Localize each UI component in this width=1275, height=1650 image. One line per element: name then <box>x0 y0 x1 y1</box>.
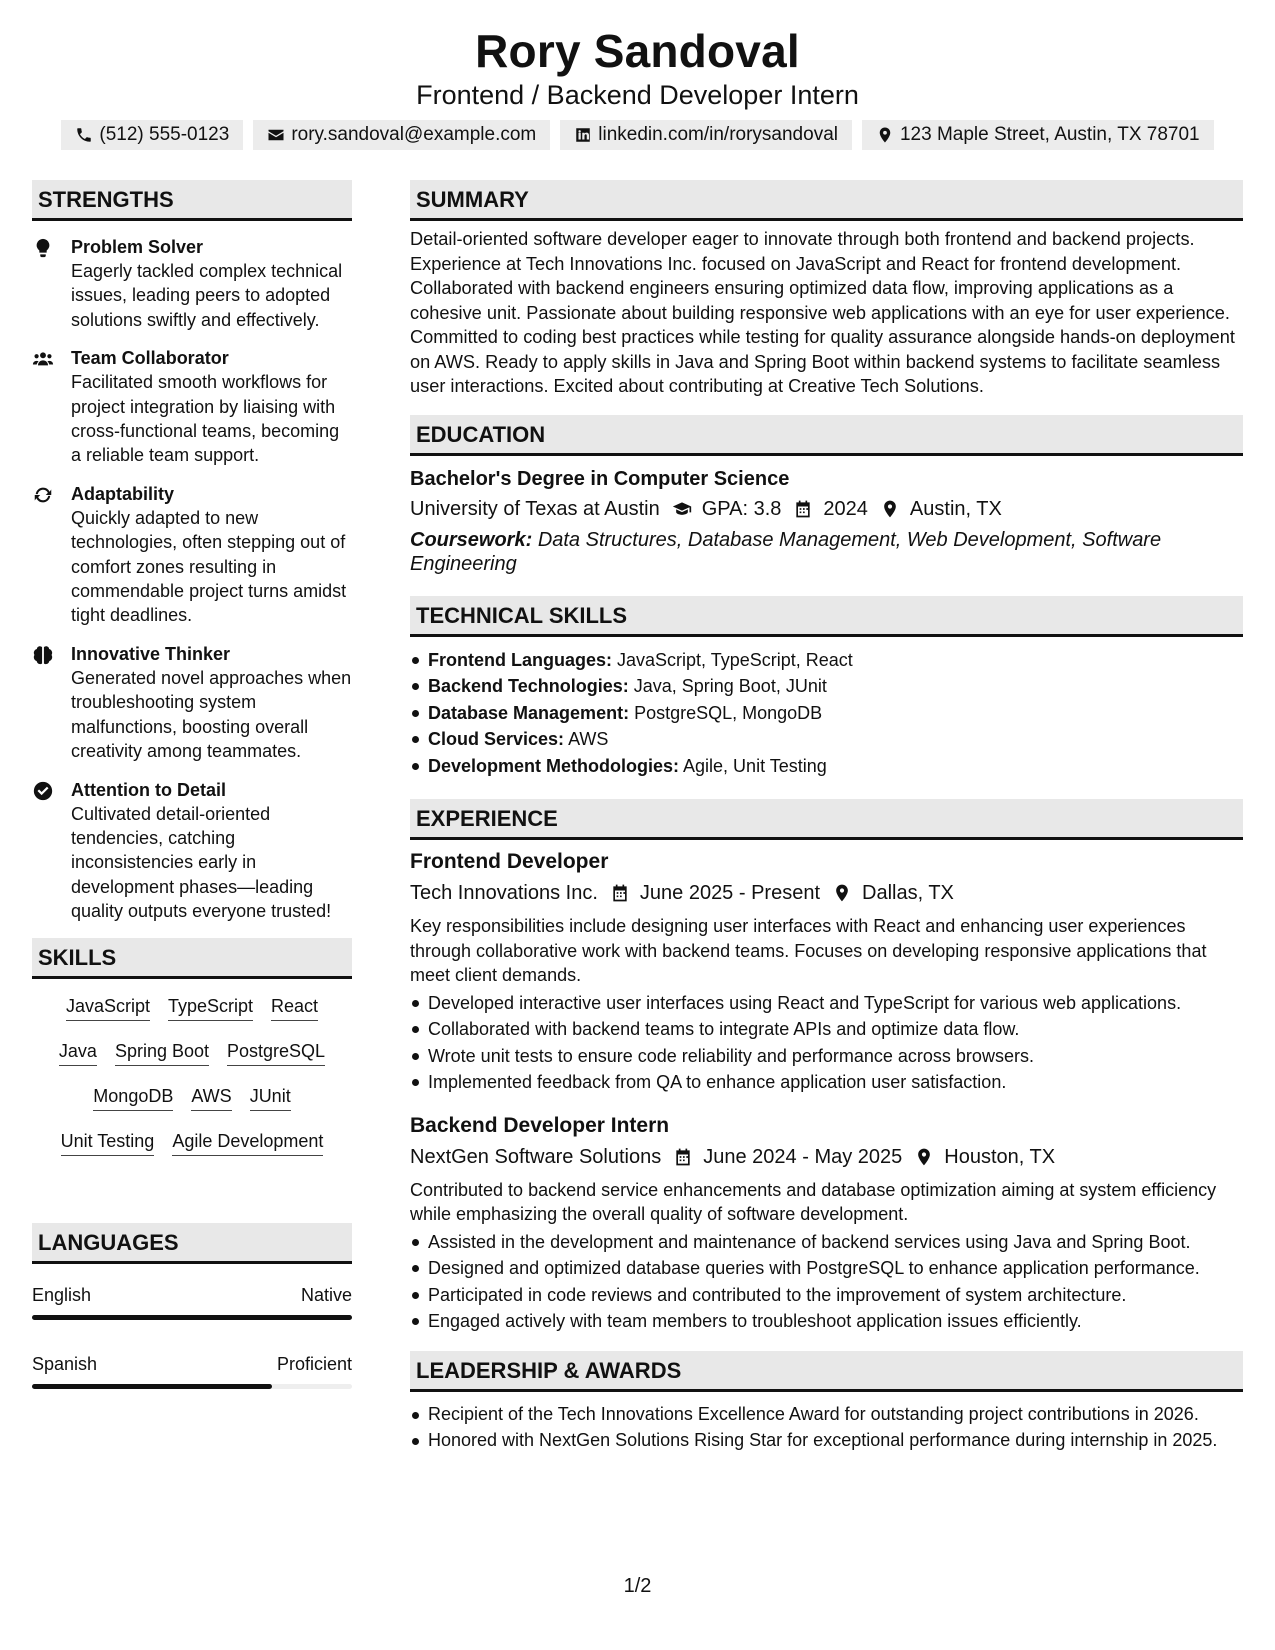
language-proficiency-bar <box>32 1384 352 1389</box>
brain-icon <box>32 644 54 666</box>
candidate-role: Frontend / Backend Developer Intern <box>416 80 859 110</box>
graduation-cap-icon <box>672 499 692 519</box>
strength-item <box>32 235 352 332</box>
list-item: Developed interactive user interfaces using React and TypeScript for various web applications. <box>410 990 1243 1017</box>
page-number: 1/2 <box>623 1575 652 1597</box>
skill-tag: React <box>271 993 318 1021</box>
phone-text: (512) 555-0123 <box>99 124 230 145</box>
language-name: English <box>32 1284 92 1305</box>
calendar-icon <box>793 499 813 519</box>
right-column <box>410 180 1243 1455</box>
strengths-list <box>32 235 352 924</box>
strength-desc: Eagerly tackled complex technical issues, leading peers to adopted solutions swiftly and effectively. <box>71 261 343 330</box>
strength-desc: Facilitated smooth workflows for project integration by liaising with cross-functional teams, becoming a reliable team support. <box>71 372 340 466</box>
company-name: NextGen Software Solutions <box>410 1145 662 1168</box>
skill-values: Java, Spring Boot, JUnit <box>633 676 827 696</box>
skill-tag: JUnit <box>250 1083 291 1111</box>
job-entry <box>410 848 1243 1096</box>
job-location: Houston, TX <box>944 1145 1056 1168</box>
skill-values: JavaScript, TypeScript, React <box>617 649 853 670</box>
summary-heading: SUMMARY <box>410 180 1243 221</box>
lightbulb-icon <box>32 237 54 259</box>
skill-tag: Java <box>59 1038 97 1066</box>
users-icon <box>32 348 54 370</box>
list-item <box>410 647 1243 674</box>
skill-tag: Agile Development <box>172 1128 323 1156</box>
job-title: Frontend Developer <box>410 850 609 873</box>
list-item: Collaborated with backend teams to integrate APIs and optimize data flow. <box>410 1016 1243 1043</box>
job-description: Key responsibilities include designing user interfaces with React and enhancing user experiences through collaborative work with backend teams. Focuses on developing responsive applications that meet client demands. <box>410 916 1207 985</box>
graduation-year: 2024 <box>823 497 868 520</box>
skill-values: Agile, Unit Testing <box>683 755 827 776</box>
map-pin-icon <box>880 499 900 519</box>
experience-heading: EXPERIENCE <box>410 799 1243 840</box>
skill-row <box>32 1083 352 1128</box>
job-meta <box>410 878 1243 908</box>
strength-desc: Generated novel approaches when troubleshooting system malfunctions, boosting overall creativity among teammates. <box>71 667 352 762</box>
strength-item <box>32 778 352 924</box>
coursework-list: Data Structures, Database Management, Web Development, Software Engineering <box>410 528 1162 575</box>
list-item: Implemented feedback from QA to enhance application user satisfaction. <box>410 1069 1243 1096</box>
skill-row <box>32 1128 352 1173</box>
skill-tag: MongoDB <box>93 1083 173 1111</box>
skill-category: Development Methodologies: <box>428 755 680 776</box>
list-item: Recipient of the Tech Innovations Excellence Award for outstanding project contributions in 2026. <box>410 1402 1243 1427</box>
calendar-icon <box>610 883 630 903</box>
map-pin-icon <box>876 126 894 144</box>
company-name: Tech Innovations Inc. <box>410 882 598 904</box>
calendar-icon <box>673 1147 693 1167</box>
job-location: Dallas, TX <box>862 882 954 904</box>
sync-icon <box>32 484 54 506</box>
degree-title: Bachelor's Degree in Computer Science <box>410 467 790 490</box>
coursework <box>410 528 1243 576</box>
school-location: Austin, TX <box>909 497 1002 520</box>
job-dates: June 2024 - May 2025 <box>703 1145 903 1168</box>
skill-category: Database Management: <box>428 702 630 723</box>
strength-title: Team Collaborator <box>71 348 229 369</box>
skill-tag: Unit Testing <box>61 1128 155 1156</box>
list-item: Wrote unit tests to ensure code reliability and performance across browsers. <box>410 1043 1243 1070</box>
job-meta <box>410 1142 1243 1172</box>
language-name: Spanish <box>32 1353 98 1374</box>
technical-skills-list <box>410 647 1243 780</box>
strength-title: Adaptability <box>71 483 175 504</box>
envelope-icon <box>267 126 285 144</box>
education-meta <box>410 494 1243 524</box>
education-heading: EDUCATION <box>410 415 1243 456</box>
language-level: Proficient <box>276 1353 352 1374</box>
job-description: Contributed to backend service enhancements and database optimization aiming at system efficiency while emphasizing the overall quality of software development. <box>410 1179 1217 1224</box>
skill-values: AWS <box>568 729 609 749</box>
left-column <box>32 180 352 1422</box>
skill-values: PostgreSQL, MongoDB <box>634 702 823 723</box>
linkedin-text: linkedin.com/in/rorysandoval <box>598 124 838 145</box>
language-proficiency-bar <box>32 1315 352 1320</box>
map-pin-icon <box>832 883 852 903</box>
list-item <box>410 753 1243 780</box>
strength-item <box>32 346 352 468</box>
contact-linkedin[interactable] <box>560 120 852 150</box>
skill-category: Frontend Languages: <box>428 649 612 670</box>
strength-desc: Cultivated detail-oriented tendencies, catching inconsistencies early in development phases—leading quality outputs everyone trusted! <box>71 803 332 922</box>
coursework-label: Coursework: <box>410 528 533 551</box>
address-text: 123 Maple Street, Austin, TX 78701 <box>899 124 1200 145</box>
job-dates: June 2025 - Present <box>639 882 821 904</box>
strength-title: Problem Solver <box>71 237 204 257</box>
strength-item <box>32 482 352 628</box>
awards-heading: LEADERSHIP & AWARDS <box>410 1351 1243 1392</box>
check-circle-icon <box>32 780 54 802</box>
language-proficiency-fill <box>32 1384 272 1389</box>
contact-address <box>862 120 1214 150</box>
list-item: Designed and optimized database queries with PostgreSQL to enhance application performance. <box>410 1255 1243 1282</box>
contact-bar <box>0 120 1275 150</box>
strength-title: Innovative Thinker <box>71 643 231 664</box>
summary-text: Detail-oriented software developer eager to innovate through both frontend and backend projects. Experience at Tech Innovations Inc. focused on JavaScript and React for frontend development. Collaborated with backend engineers ensuring optimized data flow, improving applications as a cohesive unit. Passionate about building responsive web applications with an eye for user experience. Committed to coding best practices while testing for quality assurance alongside hands-on deployment on AWS. Ready to apply skills in Java and Spring Boot within backend systems to facilitate seamless user interactions. Excited about contributing at Creative Tech Solutions. <box>410 229 1235 396</box>
skill-row <box>32 1038 352 1083</box>
skill-category: Cloud Services: <box>428 729 565 749</box>
technical-skills-heading: TECHNICAL SKILLS <box>410 596 1243 637</box>
strength-desc: Quickly adapted to new technologies, often stepping out of comfort zones resulting in commendable project turns amidst tight deadlines. <box>71 507 347 626</box>
skill-tag: TypeScript <box>168 993 253 1021</box>
candidate-name: Rory Sandoval <box>475 25 800 77</box>
skill-row <box>32 993 352 1038</box>
skill-tag: AWS <box>191 1083 231 1111</box>
map-pin-icon <box>914 1147 934 1167</box>
list-item <box>410 700 1243 727</box>
languages-heading: LANGUAGES <box>32 1223 352 1264</box>
language-level: Native <box>300 1284 352 1305</box>
phone-icon <box>75 126 93 144</box>
resume-header <box>0 0 1275 150</box>
skill-tag: JavaScript <box>66 993 150 1021</box>
job-title: Backend Developer Intern <box>410 1113 670 1137</box>
education-entry <box>410 466 1243 576</box>
contact-phone[interactable] <box>61 120 243 150</box>
skill-tag: Spring Boot <box>115 1038 209 1066</box>
strengths-heading: STRENGTHS <box>32 180 352 221</box>
languages-list <box>32 1284 352 1389</box>
gpa: GPA: 3.8 <box>701 497 782 520</box>
skills-heading: SKILLS <box>32 938 352 979</box>
list-item: Participated in code reviews and contributed to the improvement of system architecture. <box>410 1282 1243 1309</box>
job-bullets <box>410 1229 1243 1335</box>
list-item <box>410 673 1243 700</box>
school-name: University of Texas at Austin <box>410 497 660 520</box>
list-item: Assisted in the development and maintenance of backend services using Java and Spring Boot. <box>410 1229 1243 1256</box>
language-proficiency-fill <box>32 1315 352 1320</box>
strength-title: Attention to Detail <box>71 779 226 800</box>
skills-tags <box>32 993 352 1173</box>
language-item <box>32 1353 352 1375</box>
list-item: Engaged actively with team members to troubleshoot application issues efficiently. <box>410 1308 1243 1335</box>
list-item: Honored with NextGen Solutions Rising Star for exceptional performance during internship in 2025. <box>410 1428 1243 1453</box>
strength-item <box>32 642 352 764</box>
contact-email[interactable] <box>253 120 550 150</box>
language-item <box>32 1284 352 1306</box>
skill-category: Backend Technologies: <box>428 676 629 696</box>
job-bullets <box>410 990 1243 1096</box>
linkedin-icon <box>574 126 592 144</box>
job-entry <box>410 1112 1243 1335</box>
awards-list <box>410 1402 1243 1453</box>
list-item <box>410 726 1243 753</box>
email-text: rory.sandoval@example.com <box>291 124 537 145</box>
skill-tag: PostgreSQL <box>227 1038 325 1066</box>
